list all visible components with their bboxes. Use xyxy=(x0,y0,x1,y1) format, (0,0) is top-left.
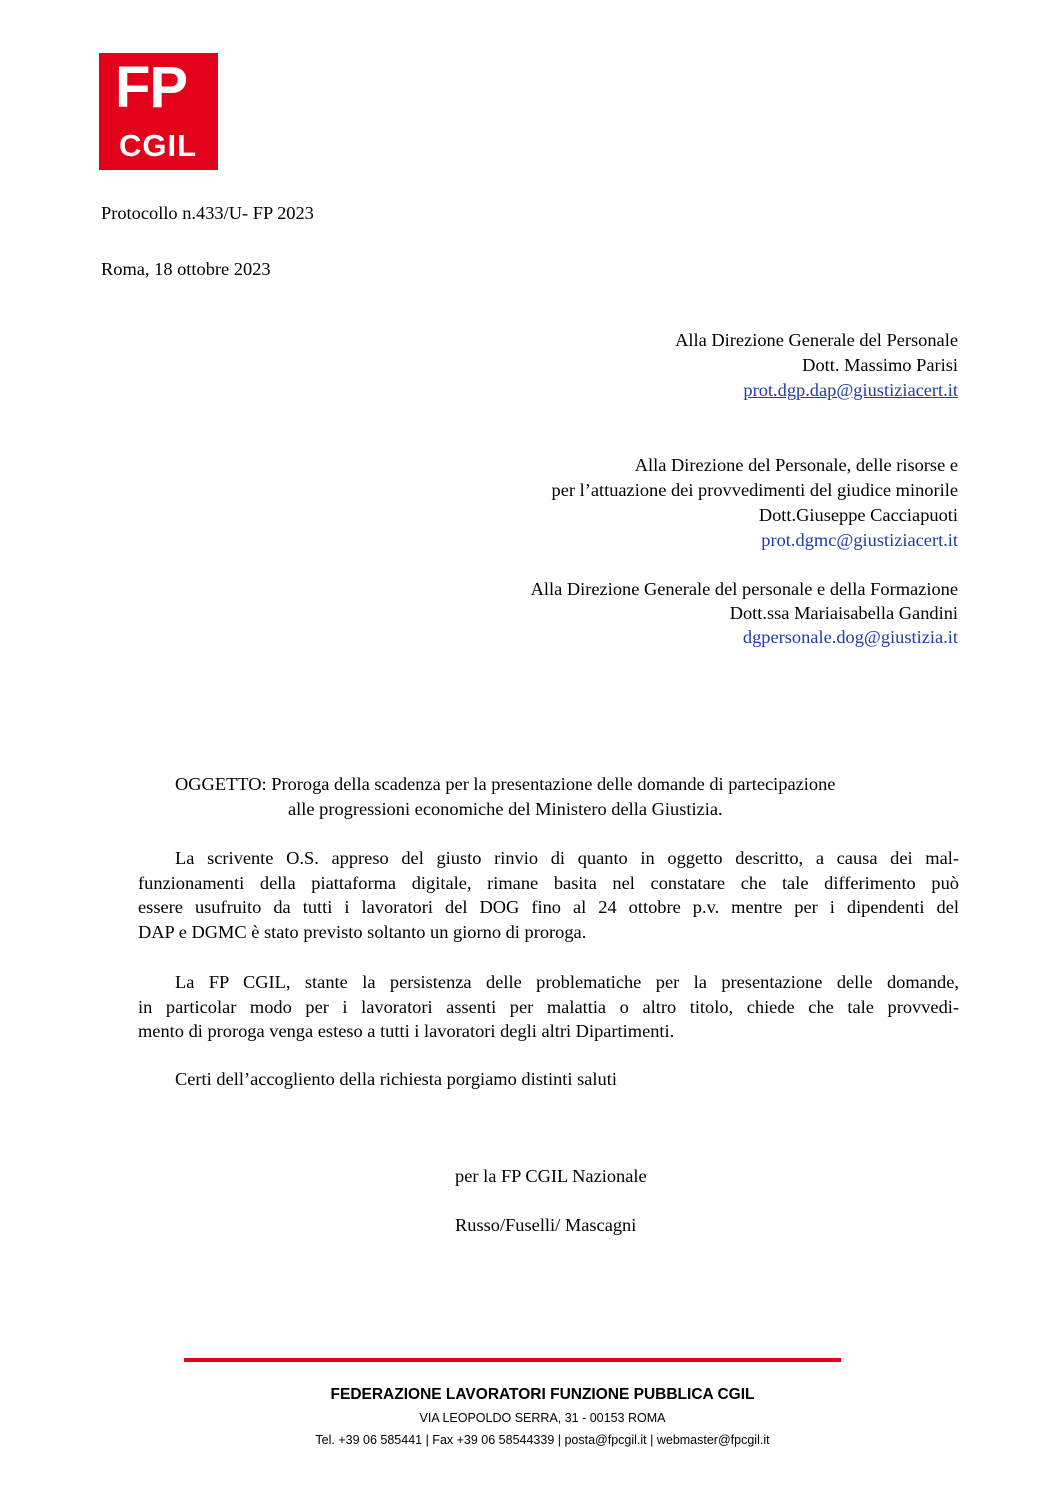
paragraph-2-line-1: La FP CGIL, stante la persistenza delle problematiche per la presentazione delle domande, xyxy=(175,972,959,992)
signature-organization: per la FP CGIL Nazionale xyxy=(455,1166,647,1186)
paragraph-2-line-2: in particolar modo per i lavoratori assenti per malattia o altro titolo, chiede che tale provvedi- xyxy=(138,996,959,1017)
body-paragraph-2 xyxy=(138,970,959,1044)
footer-address: VIA LEOPOLDO SERRA, 31 - 00153 ROMA xyxy=(419,1411,666,1425)
recipient-3-email-link[interactable]: dgpersonale.dog@giustizia.it xyxy=(742,627,958,647)
paragraph-1-line-1: La scrivente O.S. appreso del giusto rinvio di quanto in oggetto descritto, a causa dei mal- xyxy=(175,848,959,868)
recipient-1-office: Alla Direzione Generale del Personale xyxy=(675,330,958,350)
recipient-2-office: Alla Direzione del Personale, delle risorse e xyxy=(634,455,958,475)
paragraph-1-line-3: essere usufruito da tutti i lavoratori del DOG fino al 24 ottobre p.v. mentre per i dipendenti del xyxy=(138,897,959,917)
subject-text-1: Proroga della scadenza per la presentazione delle domande di partecipazione xyxy=(271,774,836,794)
footer-divider xyxy=(184,1358,841,1362)
subject-label: OGGETTO: xyxy=(175,774,267,794)
recipient-1-name: Dott. Massimo Parisi xyxy=(802,355,958,375)
paragraph-2-line-3: mento di proroga venga esteso a tutti i lavoratori degli altri Dipartimenti. xyxy=(138,1021,675,1041)
body-paragraph-1 xyxy=(138,846,959,944)
logo-fp-text: FP xyxy=(115,55,188,120)
fp-cgil-logo xyxy=(99,53,218,170)
recipient-3-name: Dott.ssa Mariaisabella Gandini xyxy=(729,603,958,623)
footer-organization: FEDERAZIONE LAVORATORI FUNZIONE PUBBLICA CGIL xyxy=(330,1386,755,1403)
paragraph-1-line-2: funzionamenti della piattaforma digitale, rimane basita nel constatare che tale differimento può xyxy=(138,872,959,893)
subject-line-1 xyxy=(175,772,835,796)
place-date: Roma, 18 ottobre 2023 xyxy=(101,259,271,279)
recipient-2-email-link[interactable]: prot.dgmc@giustiziacert.it xyxy=(761,530,958,550)
recipient-2-name: Dott.Giuseppe Cacciapuoti xyxy=(758,505,958,525)
recipient-1-email-link[interactable]: prot.dgp.dap@giustiziacert.it xyxy=(743,380,958,400)
paragraph-1-line-4: DAP e DGMC è stato previsto soltanto un giorno di proroga. xyxy=(138,921,587,942)
protocol-number: Protocollo n.433/U- FP 2023 xyxy=(101,203,314,223)
signature-names: Russo/Fuselli/ Mascagni xyxy=(455,1215,637,1235)
logo-cgil-text: CGIL xyxy=(119,128,198,163)
footer-contacts: Tel. +39 06 585441 | Fax +39 06 58544339 | posta@fpcgil.it | webmaster@fpcgil.it xyxy=(315,1433,770,1447)
recipient-2-office-line2: per l’attuazione dei provvedimenti del giudice minorile xyxy=(551,480,958,500)
closing-line: Certi dell’accogliento della richiesta porgiamo distinti saluti xyxy=(175,1069,617,1089)
subject-text-2: alle progressioni economiche del Ministero della Giustizia. xyxy=(288,799,723,819)
recipient-3-office: Alla Direzione Generale del personale e della Formazione xyxy=(530,579,958,599)
